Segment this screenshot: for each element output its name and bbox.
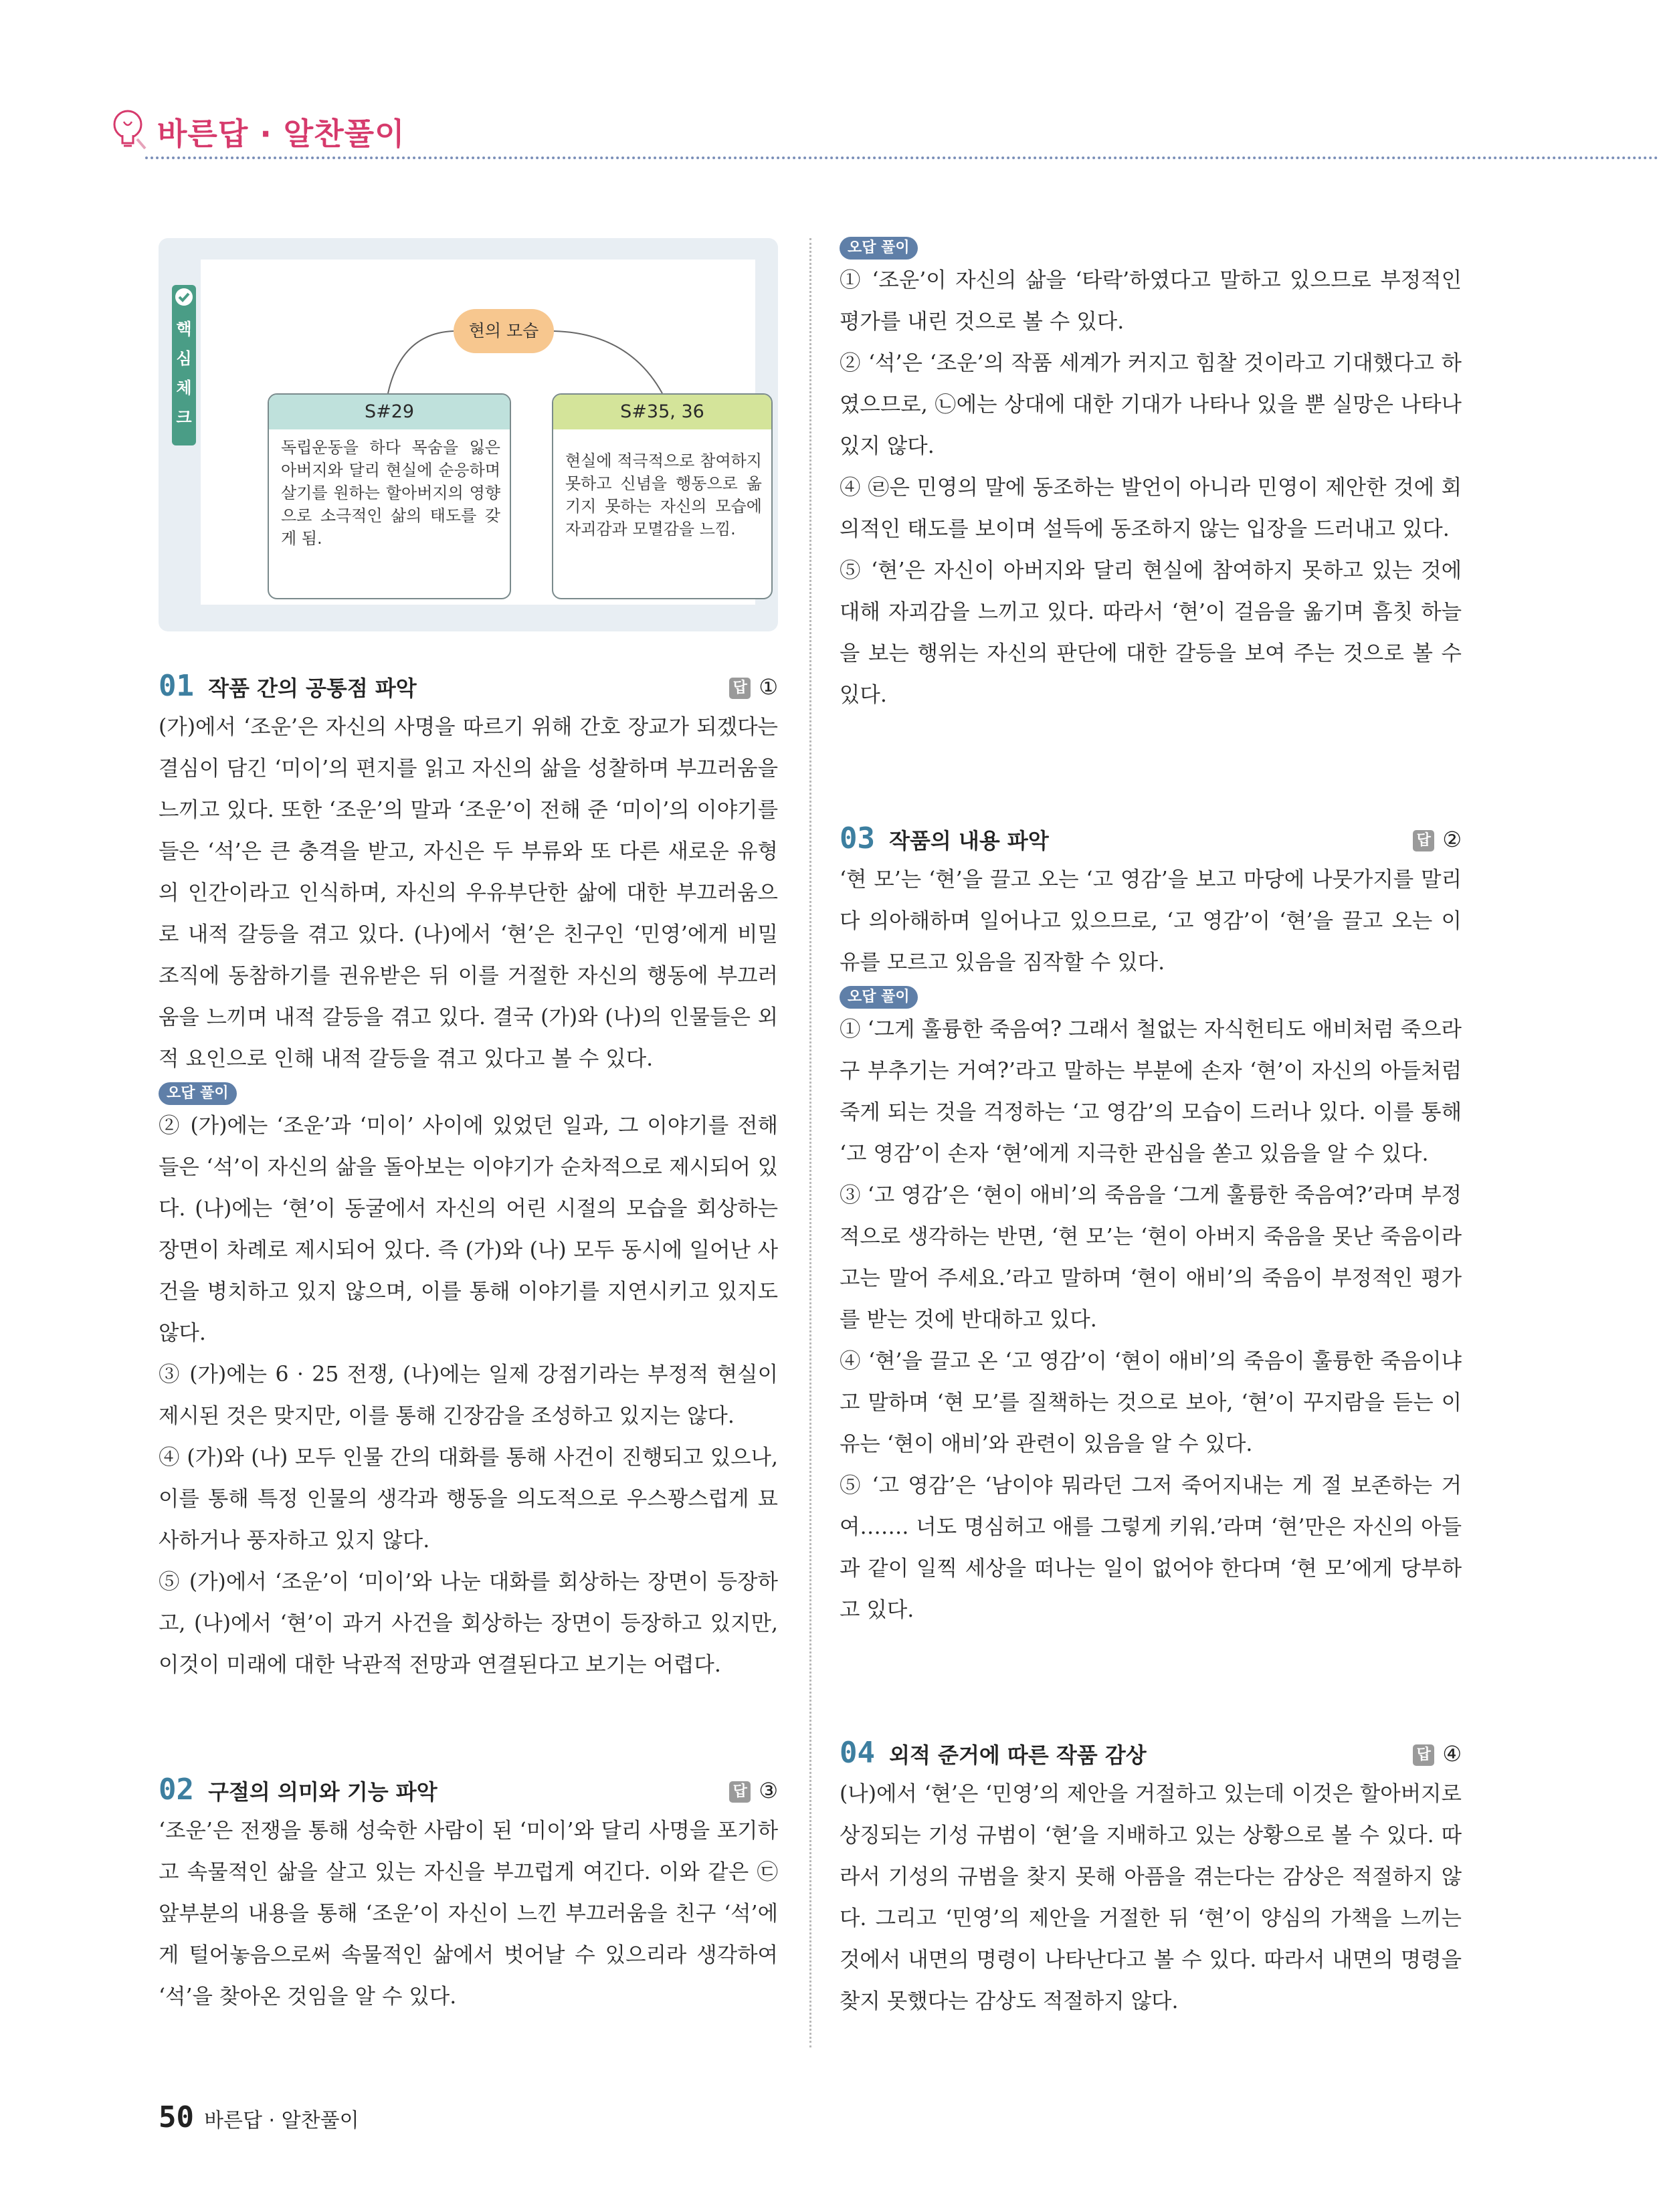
answer-badge: 답 (729, 678, 751, 699)
question-number: 03 (840, 821, 875, 856)
odap-item: ③ ‘고 영감’은 ‘현이 애비’의 죽음을 ‘그게 훌륭한 죽음여?’라며 부정적으로 생각하는 반면, ‘현 모’는 ‘현이 아버지 죽음을 못난 죽음이라고는 말어 주세요.’라고 말하며 ‘현이 애비’의 죽음이 부정적인 평가를 받는 것에 반대하고 있다. (840, 1183, 1462, 1332)
question-03-header (840, 821, 1462, 859)
answer-badge: 답 (1413, 830, 1434, 851)
column-divider (809, 238, 811, 2047)
question-01-explanation: (가)에서 ‘조운’은 자신의 사명을 따르기 위해 간호 장교가 되겠다는 결심이 담긴 ‘미이’의 편지를 읽고 자신의 삶을 성찰하며 부끄러움을 느끼고 있다. 또한 ‘조운’의 말과 ‘조운’이 전해 준 ‘미이’의 이야기를 들은 ‘석’은 큰 충격을 받고, 자신은 두 부류와 또 다른 새로운 유형의 인간이라고 인식하며, 자신의 우유부단한 삶에 대한 부끄러움으로 내적 갈등을 겪고 있다. (나)에서 ‘현’은 친구인 ‘민영’에게 비밀 조직에 동참하기를 권유받은 뒤 이를 거절한 자신의 행동에 부끄러움을 느끼며 내적 갈등을 겪고 있다. 결국 (가)와 (나)의 인물들은 외적 요인으로 인해 내적 갈등을 겪고 있다고 볼 수 있다. (159, 715, 778, 1071)
scene-35-36-text: 현실에 적극적으로 참여하지 못하고 신념을 행동으로 옮기지 못하는 자신의 모습에 자괴감과 모멸감을 느낌. (565, 451, 762, 538)
answer-value: ② (1442, 827, 1462, 852)
question-number: 04 (840, 1736, 875, 1770)
core-check-box (159, 238, 778, 631)
scene-29-heading: S#29 (269, 395, 510, 429)
scene-29-text: 독립운동을 하다 목숨을 잃은 아버지와 달리 현실에 순응하며 살기를 원하는 할아버지의 영향으로 소극적인 삶의 태도를 갖게 됨. (281, 438, 500, 548)
odap-item: ① ‘그게 훌륭한 죽음여? 그래서 철없는 자식헌티도 애비처럼 죽으라구 부추기는 거여?’라고 말하는 부분에 손자 ‘현’이 자신의 아들처럼 죽게 되는 것을 걱정하는 ‘고 영감’의 모습이 드러나 있다. 이를 통해 ‘고 영감’이 손자 ‘현’에게 지극한 관심을 쏟고 있음을 알 수 있다. (840, 1017, 1462, 1166)
answer-value: ① (759, 674, 778, 700)
answer-mark (1413, 1741, 1462, 1767)
lightbulb-icon (110, 108, 148, 153)
odap-label: 오답 풀이 (159, 1082, 237, 1105)
tab-char: 핵 (176, 320, 192, 338)
answer-value: ④ (1442, 1741, 1462, 1767)
page-header (110, 100, 1659, 161)
question-number: 01 (159, 669, 194, 703)
question-title: 외적 준거에 따른 작품 감상 (889, 1742, 1147, 1768)
scene-29-box (268, 393, 511, 599)
question-02-explanation: ‘조운’은 전쟁을 통해 성숙한 사람이 된 ‘미이’와 달리 사명을 포기하고 속물적인 삶을 살고 있는 자신을 부끄럽게 여긴다. 이와 같은 ㉢ 앞부분의 내용을 통해 ‘조운’이 자신이 느낀 부끄러움을 친구 ‘석’에게 털어놓음으로써 속물적인 삶에서 벗어날 수 있으리라 생각하여 ‘석’을 찾아온 것임을 알 수 있다. (159, 1819, 778, 2009)
odap-item: ① ‘조운’이 자신의 삶을 ‘타락’하였다고 말하고 있으므로 부정적인 평가를 내린 것으로 볼 수 있다. (840, 268, 1462, 334)
answer-mark (729, 674, 778, 700)
question-number: 02 (159, 1773, 194, 1807)
question-03 (840, 821, 1462, 1631)
scene-35-36-box (552, 393, 773, 599)
answer-value: ③ (759, 1778, 778, 1803)
mindmap-center-node: 현의 모습 (454, 309, 554, 353)
question-01 (159, 669, 778, 1686)
answer-badge: 답 (1413, 1744, 1434, 1766)
tab-char: 심 (176, 349, 192, 368)
odap-item: ② (가)에는 ‘조운’과 ‘미이’ 사이에 있었던 일과, 그 이야기를 전해들은 ‘석’이 자신의 삶을 돌아보는 이야기가 순차적으로 제시되어 있다. (나)에는 ‘현’이 동굴에서 자신의 어린 시절의 모습을 회상하는 장면이 차례로 제시되어 있다. 즉 (가)와 (나) 모두 동시에 일어난 사건을 병치하고 있지 않으며, 이를 통해 이야기를 지연시키고 있지도 않다. (159, 1114, 778, 1345)
odap-item: ④ ㉣은 민영의 말에 동조하는 발언이 아니라 민영이 제안한 것에 회의적인 태도를 보이며 설득에 동조하지 않는 입장을 드러내고 있다. (840, 476, 1462, 541)
odap-item: ② ‘석’은 ‘조운’의 작품 세계가 커지고 힘찰 것이라고 기대했다고 하였으므로, ㉡에는 상대에 대한 기대가 나타나 있을 뿐 실망은 나타나 있지 않다. (840, 351, 1462, 458)
answer-mark (1413, 827, 1462, 852)
question-04-header (840, 1736, 1462, 1773)
odap-item: ⑤ ‘현’은 자신이 아버지와 달리 현실에 참여하지 못하고 있는 것에 대해 자괴감을 느끼고 있다. 따라서 ‘현’이 걸음을 옮기며 흠칫 하늘을 보는 행위는 자신의 판단에 대한 갈등을 보여 주는 것으로 볼 수 있다. (840, 559, 1462, 707)
odap-section (840, 986, 1462, 1009)
odap-item: ③ (가)에는 6 · 25 전쟁, (나)에는 일제 강점기라는 부정적 현실이 제시된 것은 맞지만, 이를 통해 긴장감을 조성하고 있지는 않다. (159, 1363, 778, 1428)
odap-label: 오답 풀이 (840, 986, 918, 1009)
question-02-header (159, 1773, 778, 1810)
odap-section (840, 237, 1462, 260)
page-number: 50 (159, 2100, 194, 2134)
header-dotted-rule (145, 157, 1659, 159)
question-title: 구절의 의미와 기능 파악 (208, 1779, 437, 1805)
core-check-tab (172, 285, 196, 445)
odap-section (159, 1082, 778, 1105)
footer-label: 바른답 · 알찬풀이 (204, 2109, 359, 2132)
tab-char: 체 (176, 379, 192, 397)
question-02 (159, 1773, 778, 2017)
mindmap-panel (201, 260, 762, 605)
odap-item: ④ ‘현’을 끌고 온 ‘고 영감’이 ‘현이 애비’의 죽음이 훌륭한 죽음이냐고 말하며 ‘현 모’를 질책하는 것으로 보아, ‘현’이 꾸지람을 듣는 이유는 ‘현이 애비’와 관련이 있음을 알 수 있다. (840, 1349, 1462, 1456)
question-03-explanation: ‘현 모’는 ‘현’을 끌고 오는 ‘고 영감’을 보고 마당에 나뭇가지를 말리다 의아해하며 일어나고 있으므로, ‘고 영감’이 ‘현’을 끌고 오는 이유를 모르고 있음을 짐작할 수 있다. (840, 868, 1462, 975)
odap-label: 오답 풀이 (840, 237, 918, 260)
question-02-odap (840, 237, 1462, 716)
scene-35-36-heading: S#35, 36 (553, 395, 771, 429)
question-title: 작품 간의 공통점 파악 (208, 676, 417, 701)
answer-mark (729, 1778, 778, 1803)
answer-badge: 답 (729, 1781, 751, 1803)
question-title: 작품의 내용 파악 (889, 828, 1049, 853)
tab-char: 크 (176, 408, 192, 427)
question-04 (840, 1736, 1462, 2022)
question-04-explanation: (나)에서 ‘현’은 ‘민영’의 제안을 거절하고 있는데 이것은 할아버지로 상징되는 기성 규범이 ‘현’을 지배하고 있는 상황으로 볼 수 있다. 따라서 기성의 규범을 찾지 못해 아픔을 겪는다는 감상은 적절하지 않다. 그리고 ‘민영’의 제안을 거절한 뒤 ‘현’이 양심의 가책을 느끼는 것에서 내면의 명령이 나타난다고 볼 수 있다. 따라서 내면의 명령을 찾지 못했다는 감상도 적절하지 않다. (840, 1782, 1462, 2013)
odap-item: ④ (가)와 (나) 모두 인물 간의 대화를 통해 사건이 진행되고 있으나, 이를 통해 특정 인물의 생각과 행동을 의도적으로 우스꽝스럽게 묘사하거나 풍자하고 있지 않다. (159, 1445, 778, 1552)
question-01-header (159, 669, 778, 706)
odap-item: ⑤ (가)에서 ‘조운’이 ‘미이’와 나눈 대화를 회상하는 장면이 등장하고, (나)에서 ‘현’이 과거 사건을 회상하는 장면이 등장하고 있지만, 이것이 미래에 대한 낙관적 전망과 연결된다고 보기는 어렵다. (159, 1570, 778, 1677)
header-title: 바른답 · 알찬풀이 (157, 116, 405, 152)
check-icon (173, 286, 195, 308)
page-footer (159, 2100, 359, 2134)
odap-item: ⑤ ‘고 영감’은 ‘남이야 뭐라던 그저 죽어지내는 게 절 보존하는 거여……. 너도 명심허고 애를 그렇게 키워.’라며 ‘현’만은 자신의 아들과 같이 일찍 세상을 떠나는 일이 없어야 한다며 ‘현 모’에게 당부하고 있다. (840, 1474, 1462, 1622)
